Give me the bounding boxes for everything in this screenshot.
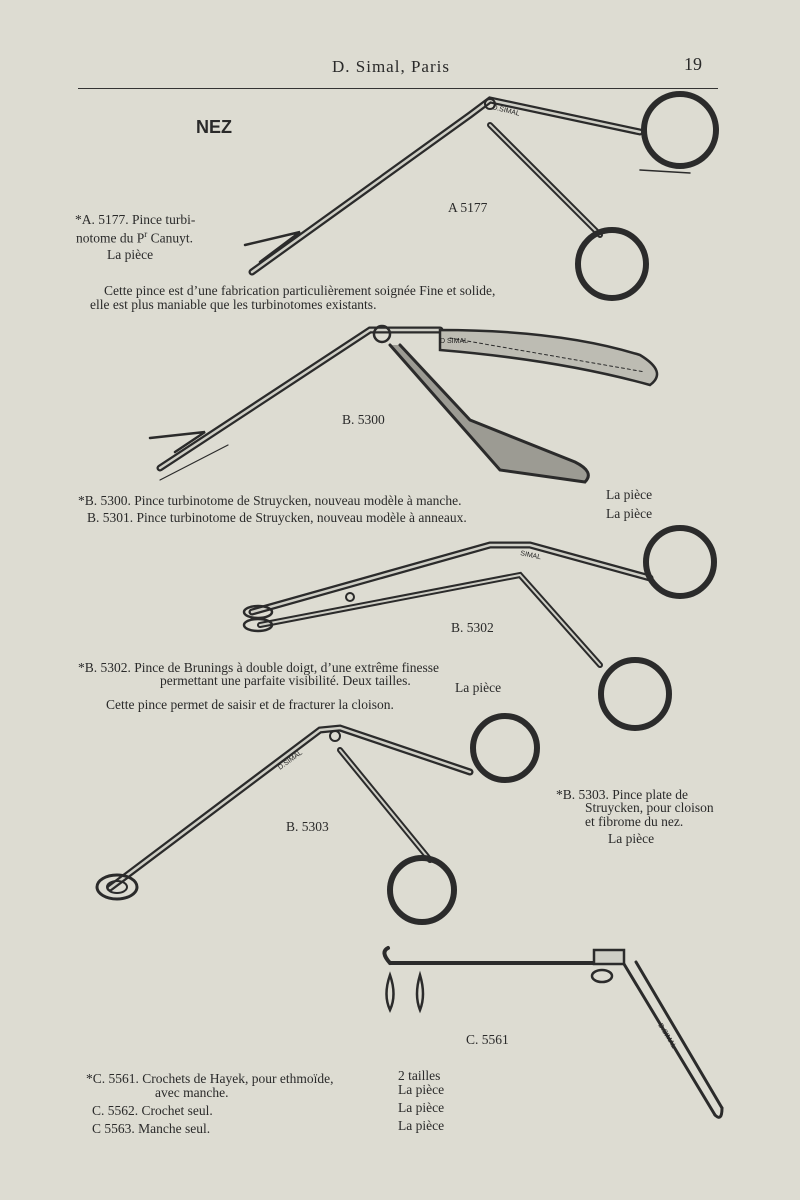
- item-c5561-line1: *C. 5561. Crochets de Hayek, pour ethmoïde,: [86, 1071, 334, 1086]
- figure-label-b5303: B. 5303: [286, 819, 329, 834]
- item-b5301-price: La pièce: [606, 506, 653, 521]
- item-b5303-line3: et fibrome du nez.: [585, 814, 684, 829]
- item-a5177-price: La pièce: [107, 247, 154, 262]
- item-b5303-price: La pièce: [608, 831, 655, 846]
- figure-label-b5302: B. 5302: [451, 620, 494, 635]
- item-a5177-note-line1: Cette pince est d’une fabrication particulièrement soignée Fine et solide,: [104, 283, 496, 298]
- instrument-b5300-illustration: [150, 326, 657, 482]
- item-c5562-line: C. 5562. Crochet seul.: [92, 1103, 213, 1118]
- engraving-e: D.SIMAL: [656, 1022, 678, 1050]
- item-c5561-price: La pièce: [398, 1082, 445, 1097]
- item-b5300-line1: *B. 5300. Pince turbinotome de Struycken, nouveau modèle à manche.: [78, 493, 462, 508]
- instrument-a5177-illustration: [245, 94, 716, 298]
- engravings: [277, 104, 677, 1050]
- engraving-d: D.SIMAL: [277, 749, 304, 772]
- figure-label-c5561: C. 5561: [466, 1032, 509, 1047]
- figure-label-a5177: A 5177: [448, 200, 488, 215]
- item-c5563-line: C 5563. Manche seul.: [92, 1121, 211, 1136]
- item-c5562-price: La pièce: [398, 1100, 445, 1115]
- item-b5303-line1: *B. 5303. Pince plate de: [556, 787, 688, 802]
- item-b5302-line1: *B. 5302. Pince de Brunings à double doigt, d’une extrême finesse: [78, 660, 440, 675]
- page-header-title: D. Simal, Paris: [332, 57, 450, 76]
- item-a5177-line1: *A. 5177. Pince turbi-: [75, 212, 196, 227]
- engraving-a: D.SIMAL: [491, 104, 521, 118]
- item-b5303-line2: Struycken, pour cloison: [585, 800, 714, 815]
- engraving-b: D SIMAL: [440, 338, 469, 345]
- item-c5561-sizes: 2 tailles: [398, 1068, 441, 1083]
- item-b5302-note: Cette pince permet de saisir et de fracturer la cloison.: [106, 697, 394, 712]
- item-b5302-price: La pièce: [455, 680, 502, 695]
- item-b5301-line: B. 5301. Pince turbinotome de Struycken, nouveau modèle à anneaux.: [87, 510, 467, 525]
- item-b5300-price: La pièce: [606, 487, 653, 502]
- engraving-c: SIMAL: [519, 550, 542, 562]
- section-title: NEZ: [196, 117, 232, 137]
- item-a5177-line2: notome du $P^r$ Canuyt.: [76, 229, 194, 246]
- item-c5561-line2: avec manche.: [155, 1085, 229, 1100]
- item-b5302-line2: permettant une parfaite visibilité. Deux tailles.: [160, 673, 411, 688]
- item-a5177-note-line2: elle est plus maniable que les turbinotomes existants.: [90, 297, 377, 312]
- figure-label-b5300: B. 5300: [342, 412, 385, 427]
- item-c5563-price: La pièce: [398, 1118, 445, 1133]
- page-number: 19: [684, 54, 702, 74]
